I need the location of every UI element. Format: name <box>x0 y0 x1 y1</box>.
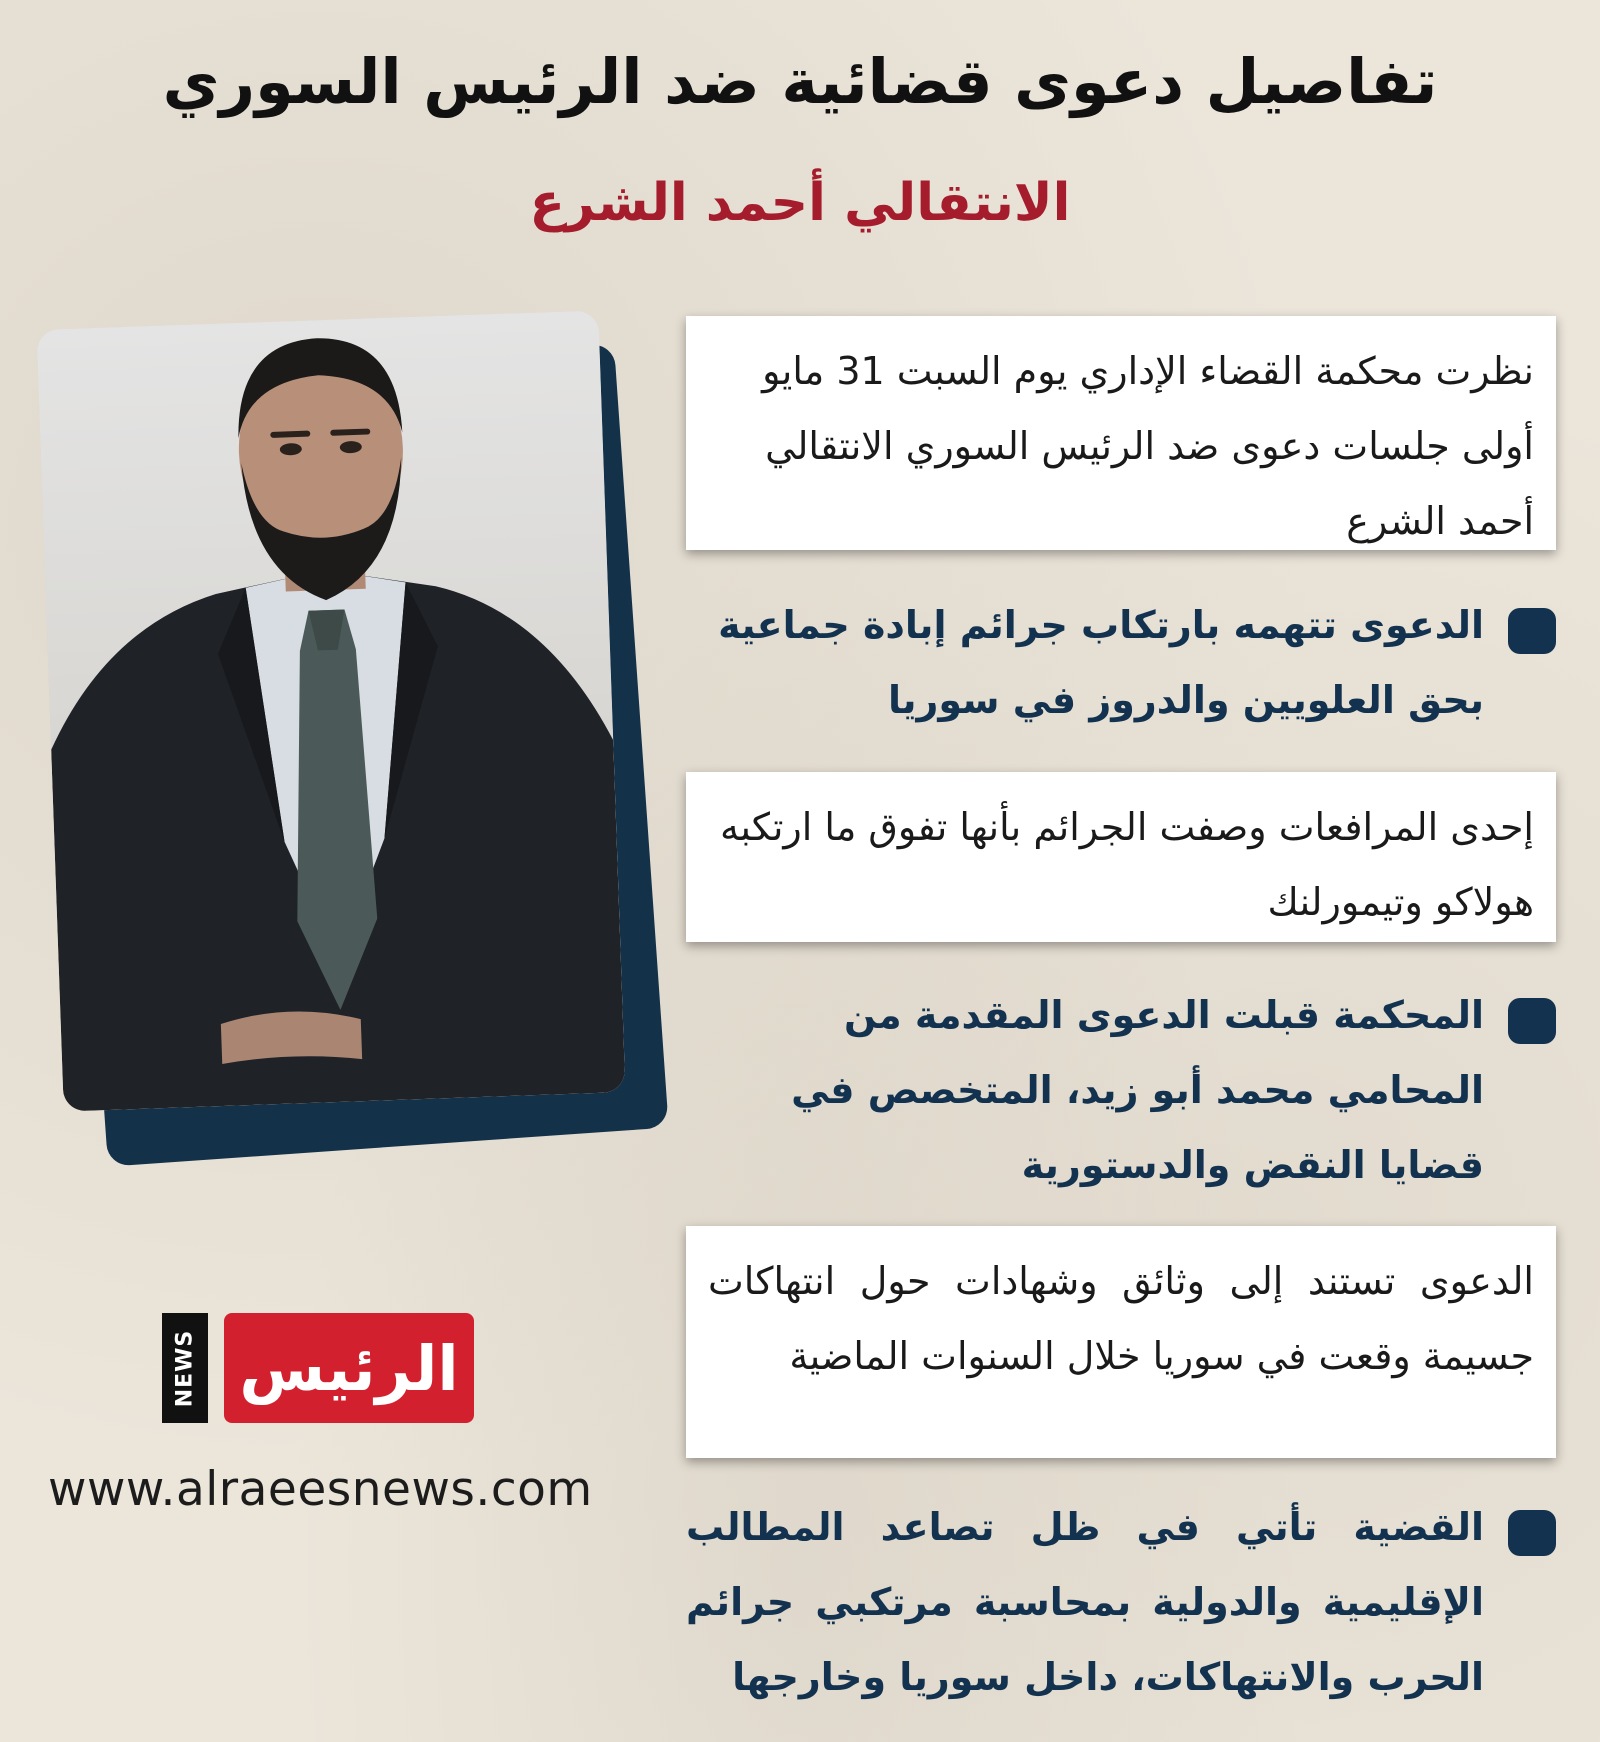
bullet-item-3 <box>686 1490 1556 1730</box>
info-card-1 <box>686 316 1556 550</box>
info-card-3 <box>686 1226 1556 1458</box>
logo-news-tag <box>162 1313 208 1423</box>
page-title: تفاصيل دعوى قضائية ضد الرئيس السوري <box>162 45 1438 118</box>
bullet-item-2 <box>686 978 1556 1210</box>
bullet-text: القضية تأتي في ظل تصاعد المطالب الإقليمية والدولية بمحاسبة مرتكبي جرائم الحرب والانتهاكات، داخل سوريا وخارجها <box>686 1505 1484 1699</box>
logo-news-label: NEWS <box>172 1329 198 1407</box>
info-card-text: نظرت محكمة القضاء الإداري يوم السبت 31 مايو أولى جلسات دعوى ضد الرئيس السوري الانتقالي أحمد الشرع <box>762 349 1534 543</box>
bullet-text: المحكمة قبلت الدعوى المقدمة من المحامي محمد أبو زيد، المتخصص في قضايا النقض والدستورية <box>791 993 1484 1187</box>
portrait-photo <box>37 310 626 1111</box>
bullet-square-icon <box>1508 608 1556 654</box>
info-card-text: إحدى المرافعات وصفت الجرائم بأنها تفوق ما ارتكبه هولاكو وتيمورلنك <box>720 805 1534 924</box>
portrait-illustration <box>37 310 626 1111</box>
brand-logo: الرئيس <box>224 1313 474 1423</box>
info-card-2 <box>686 772 1556 942</box>
bullet-square-icon <box>1508 1510 1556 1556</box>
bullet-item-1 <box>686 588 1556 758</box>
page-subtitle: الانتقالي أحمد الشرع <box>529 173 1071 233</box>
bullet-square-icon <box>1508 998 1556 1044</box>
info-card-text: الدعوى تستند إلى وثائق وشهادات حول انتهاكات جسيمة وقعت في سوريا خلال السنوات الماضية <box>708 1259 1534 1378</box>
bullet-text: الدعوى تتهمه بارتكاب جرائم إبادة جماعية بحق العلويين والدروز في سوريا <box>718 603 1484 722</box>
website-url: www.alraeesnews.com <box>48 1462 593 1517</box>
